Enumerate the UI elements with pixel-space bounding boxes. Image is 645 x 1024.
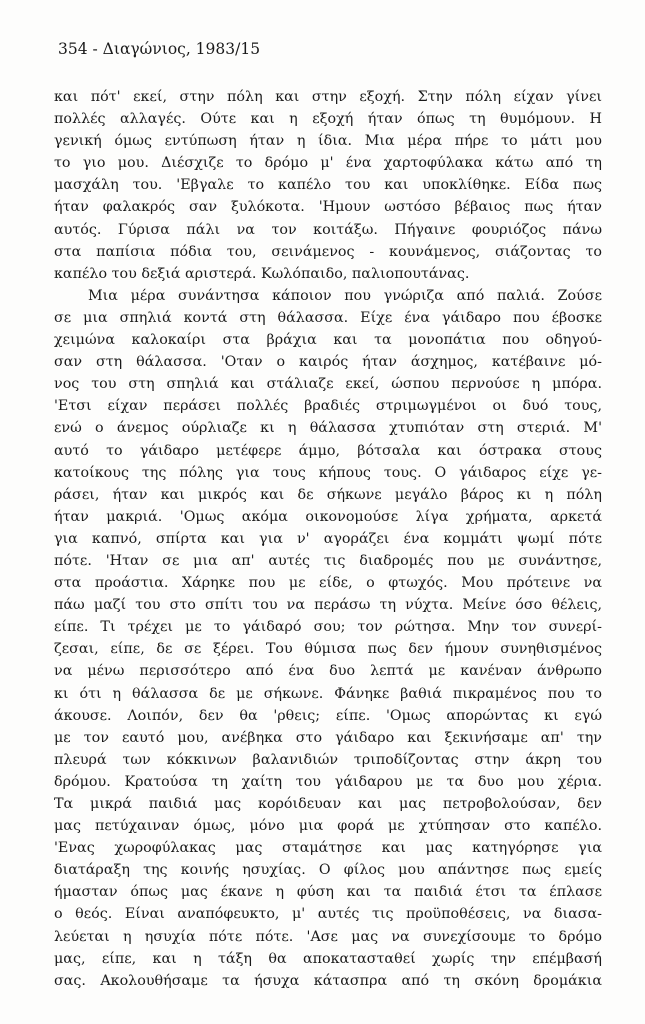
text-line: μασχάλη του. 'Εβγαλε το καπέλο του και υποκλίθηκε. Είδα πως [54,177,602,194]
text-line: 'Ετσι είχαν περάσει πολλές βραδιές στριμωγμένοι οι δυό τους, [54,398,602,415]
text-line: πολλές αλλαγές. Ούτε και η εξοχή ήταν όπως τη θυμόμουν. Η [54,111,602,128]
text-line: σαν στη θάλασσα. 'Οταν ο καιρός ήταν άσχημος, κατέβαινε μό- [54,354,602,371]
text-line: σας. Ακολουθήσαμε τα ήσυχα κάτασπρα από τη σκόνη δρομάκια [54,972,602,989]
text-line: στα παπίσια πόδια του, σεινάμενος - κουνάμενος, σιάζοντας το [54,243,602,260]
text-line: αυτό το γάιδαρο μετέφερε άμμο, βότσαλα και όστρακα στους [54,442,602,459]
text-line: κατοίκους της πόλης για τους κήπους τους. Ο γάιδαρος είχε γε- [54,464,602,481]
text-line: λεύεται η ησυχία πότε πότε. 'Ασε μας να συνεχίσουμε το δρόμο [54,928,602,945]
text-line: για καπνό, σπίρτα και για ν' αγοράζει ένα κομμάτι ψωμί πότε [54,530,602,547]
text-line: Τα μικρά παιδιά μας κορόιδευαν και μας πετροβολούσαν, δεν [54,796,602,812]
text-line: στα προάστια. Χάρηκε που με είδε, ο φτωχός. Μου πρότεινε να [54,575,602,592]
text-line: καπέλο του δεξιά αριστερά. Κωλόπαιδο, παλιοπουτάνας. [54,265,470,282]
text-line: Μια μέρα συνάντησα κάποιον που γνώριζα από παλιά. Ζούσε [88,287,602,304]
text-line: ενώ ο άνεμος ούρλιαζε κι η θάλασσα χτυπιόταν στη στεριά. Μ' [54,420,602,437]
text-line: ήμασταν όπως μας έκανε η φύση και τα παιδιά έτσι τα έπλασε [54,884,602,901]
text-line: το γιο μου. Διέσχιζε το δρόμο μ' ένα χαρτοφύλακα κάτω από τη [54,155,602,172]
text-line: χειμώνα καλοκαίρι στα βράχια και τα μονοπάτια που οδηγού- [54,332,602,349]
text-line: πλευρά των κόκκινων βαλανιδιών τριποδίζοντας στην άκρη του [54,751,602,768]
text-line: ράσει, ήταν και μικρός και δε σήκωνε μεγάλο βάρος κι η πόλη [54,486,602,503]
text-line: γενική όμως εντύπωση ήταν η ίδια. Μια μέρα πήρε το μάτι μου [54,133,602,150]
text-line: σε μια σπηλιά κοντά στη θάλασσα. Είχε ένα γάιδαρο που έβοσκε [54,309,602,326]
text-line: μας πετύχαιναν όμως, μόνο μια φορά με χτύπησαν στο καπέλο. [54,818,602,835]
running-head: 354 - Διαγώνιος, 1983/15 [58,40,261,58]
text-line: άκουσε. Λοιπόν, δεν θα 'ρθεις; είπε. 'Ομως απορώντας κι εγώ [54,707,602,724]
text-line: αυτός. Γύρισα πάλι να τον κοιτάξω. Πήγαινε φουριόζος πάνω [54,221,602,238]
text-line: διατάραξη της κοινής ησυχίας. Ο φίλος μου απάντησε πως εμείς [54,862,602,879]
text-line: μας, είπε, και η τάξη θα αποκατασταθεί χωρίς την επέμβασή [54,950,602,967]
text-line: ο θεός. Είναι αναπόφευκτο, μ' αυτές τις προϋποθέσεις, να διασα- [54,906,602,923]
text-line: κι ότι η θάλασσα δε με σήκωνε. Φάνηκε βαθιά πικραμένος που το [54,685,602,702]
paragraph [54,86,602,285]
paragraph [54,285,602,992]
text-line: πότε. 'Ηταν σε μια απ' αυτές τις διαδρομές που με συνάντησε, [54,552,602,569]
text-line: ήταν φαλακρός σαν ξυλόκοτα. 'Ημουν ωστόσο βέβαιος πως ήταν [54,199,602,216]
text-line: ζεσαι, είπε, δε σε ξέρει. Του θύμισα πως δεν ήμουν συνηθισμένος [54,641,602,658]
text-line: είπε. Τι τρέχει με το γάιδαρό σου; τον ρώτησα. Μην τον συνερί- [54,619,602,636]
text-line: ήταν μακριά. 'Ομως ακόμα οικονομούσε λίγα χρήματα, αρκετά [54,508,602,525]
text-line: πάω μαζί του στο σπίτι του να περάσω τη νύχτα. Μείνε όσο θέλεις, [54,597,602,614]
text-line: νος του στη σπηλιά και στάλιαζε εκεί, ώσπου περνούσε η μπόρα. [54,376,602,393]
text-line: να μένω περισσότερο από ένα δυο λεπτά με κανέναν άνθρωπο [54,663,602,680]
text-line: δρόμου. Κρατούσα τη χαίτη του γάιδαρου με τα δυο μου χέρια. [54,773,602,790]
text-line: με τον εαυτό μου, ανέβηκα στο γάιδαρο και ξεκινήσαμε απ' την [54,729,602,746]
text-line: 'Ενας χωροφύλακας μας σταμάτησε και μας κατηγόρησε για [54,840,602,857]
text-line: και πότ' εκεί, στην πόλη και στην εξοχή. Στην πόλη είχαν γίνει [54,89,602,105]
body-text [54,86,602,992]
